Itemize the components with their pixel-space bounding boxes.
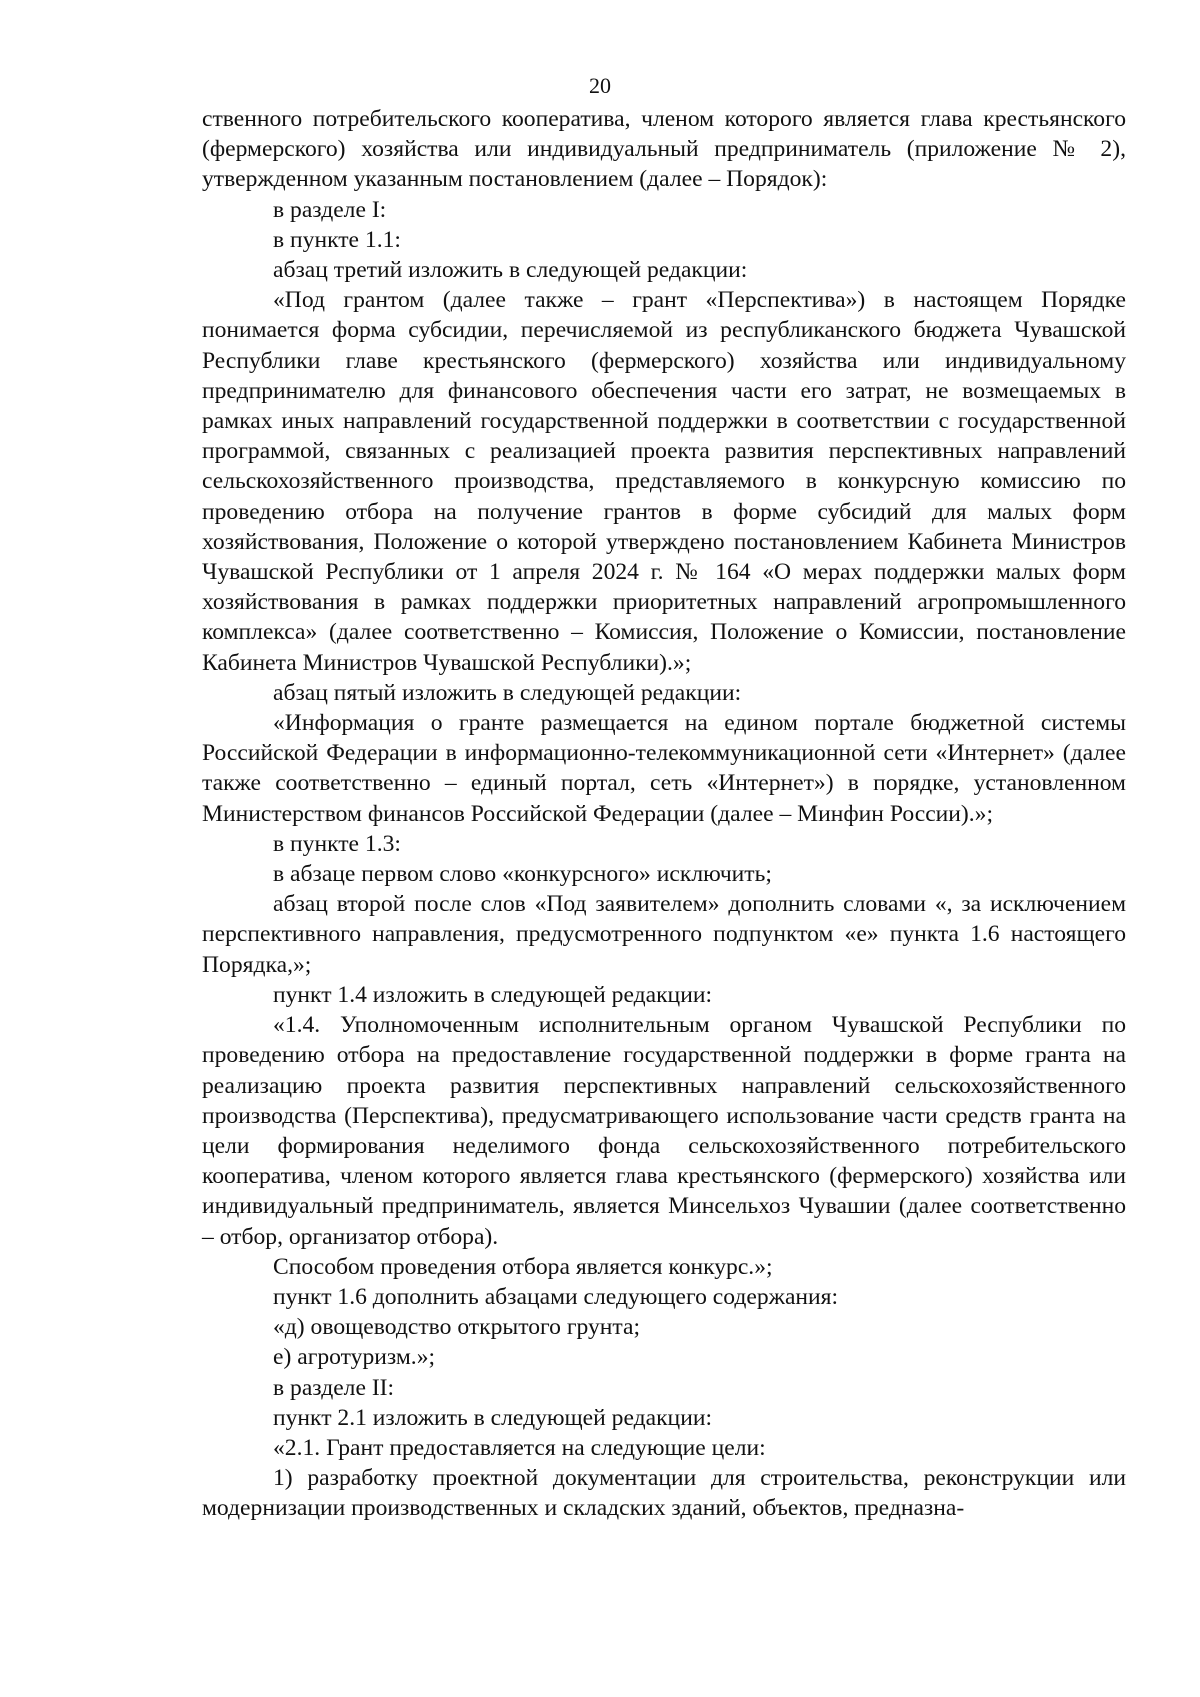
paragraph: в абзаце первом слово «конкурсного» исключить; — [273, 861, 772, 888]
paragraph: «2.1. Грант предоставляется на следующие цели: — [273, 1434, 766, 1461]
paragraph: в разделе I: — [273, 196, 387, 223]
document-body — [202, 104, 1126, 1524]
paragraph: «д) овощеводство открытого грунта; — [273, 1314, 641, 1341]
paragraph: абзац второй после слов «Под заявителем» дополнить словами «, за исключением перспективного направления, предусмотренного подпунктом «е» пункта 1.6 настоящего Порядка,»; — [202, 891, 1126, 978]
paragraph: Способом проведения отбора является конкурс.»; — [273, 1253, 773, 1280]
paragraph: ственного потребительского кооператива, членом которого является глава крестьянского (фермерского) хозяйства или индивидуальный предприниматель (приложение № 2), утвержденном указанным постановлением (далее – Порядок): — [202, 106, 1126, 193]
paragraph: в пункте 1.3: — [273, 830, 401, 857]
paragraph: «Информация о гранте размещается на едином портале бюджетной системы Российской Федерации в информационно-телекоммуникационной сети «Интернет» (далее также соответственно – единый портал, сеть «Интернет») в порядке, установленном Министерством финансов Российской Федерации (далее – Минфин России).»; — [202, 710, 1126, 827]
paragraph: «Под грантом (далее также – грант «Перспектива») в настоящем Порядке понимается форма субсидии, перечисляемой из республиканского бюджета Чувашской Республики главе крестьянского (фермерского) хозяйства или индивидуальному предпринимателю для финансового обеспечения части его затрат, не возмещаемых в рамках иных направлений государственной поддержки в соответствии с государственной программой, связанных с реализацией проекта развития перспективных направлений сельскохозяйственного производства, представляемого в конкурсную комиссию по проведению отбора на получение грантов в форме субсидий для малых форм хозяйствования, Положение о которой утверждено постановлением Кабинета Министров Чувашской Республики от 1 апреля 2024 г. № 164 «О мерах поддержки малых форм хозяйствования в рамках поддержки приоритетных направлений агропромышленного комплекса» (далее соответственно – Комиссия, Положение о Комиссии, постановление Кабинета Министров Чувашской Республики).»; — [202, 287, 1126, 676]
paragraph: е) агротуризм.»; — [273, 1344, 436, 1371]
paragraph: в разделе II: — [273, 1374, 395, 1401]
paragraph: в пункте 1.1: — [273, 226, 401, 253]
paragraph: пункт 1.6 дополнить абзацами следующего содержания: — [273, 1283, 839, 1310]
paragraph: пункт 2.1 изложить в следующей редакции: — [273, 1404, 712, 1431]
paragraph: 1) разработку проектной документации для строительства, реконструкции или модернизации производственных и складских зданий, объектов, предназна- — [202, 1465, 1126, 1522]
page-number: 20 — [589, 73, 611, 98]
paragraph: пункт 1.4 изложить в следующей редакции: — [273, 981, 712, 1008]
paragraph: абзац пятый изложить в следующей редакции: — [273, 679, 742, 706]
paragraph: «1.4. Уполномоченным исполнительным органом Чувашской Республики по проведению отбора на предоставление государственной поддержки в форме гранта на реализацию проекта развития перспективных направлений сельскохозяйственного производства (Перспектива), предусматривающего использование части средств гранта на цели формирования неделимого фонда сельскохозяйственного потребительского кооператива, членом которого является глава крестьянского (фермерского) хозяйства или индивидуальный предприниматель, является Минсельхоз Чувашии (далее соответственно – отбор, организатор отбора). — [202, 1012, 1126, 1250]
paragraph: абзац третий изложить в следующей редакции: — [273, 257, 748, 284]
